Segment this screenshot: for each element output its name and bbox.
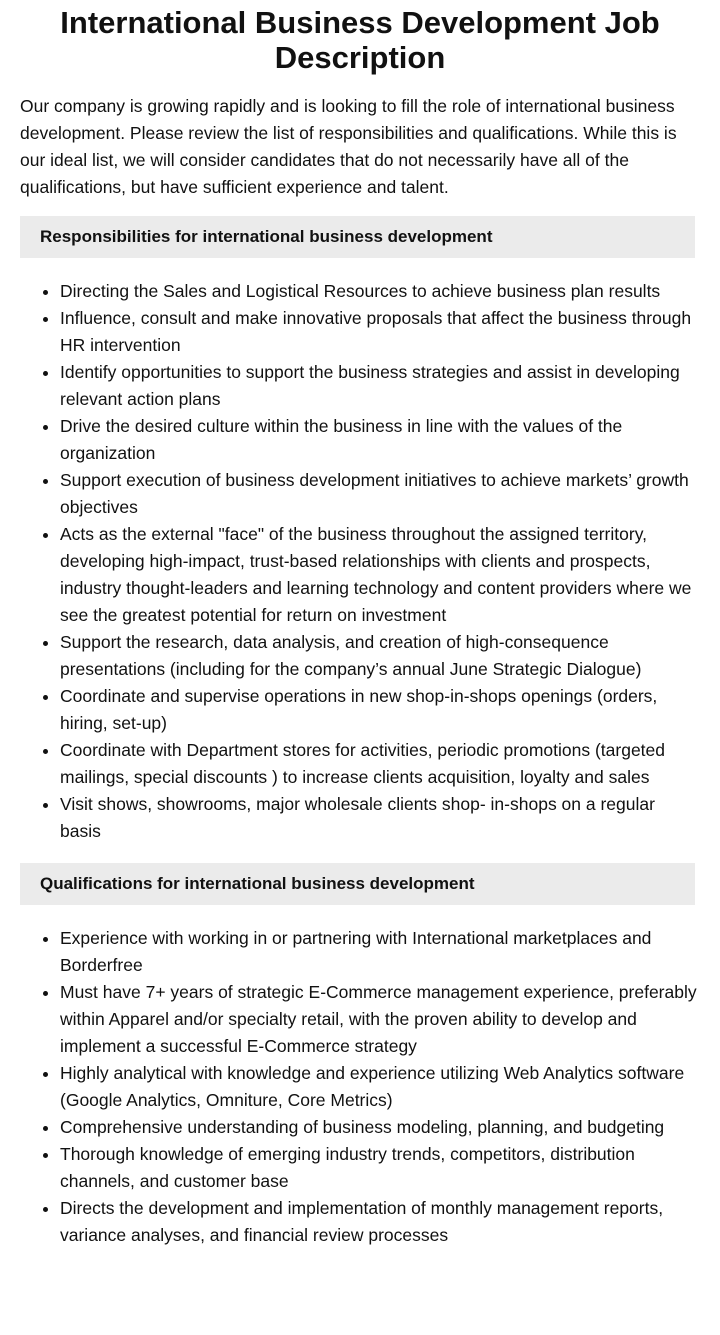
list-item: • Highly analytical with knowledge and experience utilizing Web Analytics software (Google Analytics, Omniture, Core Metrics) <box>60 1060 700 1114</box>
list-item: • Support execution of business development initiatives to achieve markets’ growth objectives <box>60 467 700 521</box>
list-item: • Coordinate with Department stores for activities, periodic promotions (targeted mailings, special discounts ) to increase clients acquisition, loyalty and sales <box>60 737 700 791</box>
list-item: • Influence, consult and make innovative proposals that affect the business through HR intervention <box>60 305 700 359</box>
list-item: • Directs the development and implementation of monthly management reports, variance analyses, and financial review processes <box>60 1195 700 1249</box>
list-item: • Visit shows, showrooms, major wholesale clients shop- in-shops on a regular basis <box>60 791 700 845</box>
list-item: • Thorough knowledge of emerging industry trends, competitors, distribution channels, and customer base <box>60 1141 700 1195</box>
list-item: • Acts as the external "face" of the business throughout the assigned territory, developing high-impact, trust-based relationships with clients and prospects, industry thought-leaders and learning technology and content providers where we see the greatest potential for return on investment <box>60 521 700 629</box>
qualifications-list <box>0 925 700 1249</box>
list-item: • Identify opportunities to support the business strategies and assist in developing relevant action plans <box>60 359 700 413</box>
qualifications-heading: Qualifications for international business development <box>20 863 695 905</box>
list-item: • Must have 7+ years of strategic E-Commerce management experience, preferably within Apparel and/or specialty retail, with the proven ability to develop and implement a successful E-Commerce strategy <box>60 979 700 1060</box>
list-item: • Experience with working in or partnering with International marketplaces and Borderfree <box>60 925 700 979</box>
list-item: • Drive the desired culture within the business in line with the values of the organization <box>60 413 700 467</box>
list-item: • Comprehensive understanding of business modeling, planning, and budgeting <box>60 1114 700 1141</box>
responsibilities-list <box>0 278 700 845</box>
list-item: • Support the research, data analysis, and creation of high-consequence presentations (including for the company’s annual June Strategic Dialogue) <box>60 629 700 683</box>
responsibilities-heading: Responsibilities for international business development <box>20 216 695 258</box>
list-item: • Coordinate and supervise operations in new shop-in-shops openings (orders, hiring, set-up) <box>60 683 700 737</box>
intro-paragraph: Our company is growing rapidly and is looking to fill the role of international business development. Please review the list of responsibilities and qualifications. While this is our ideal list, we will consider candidates that do not necessarily have all of the qualifications, but have sufficient experience and talent. <box>20 96 677 197</box>
list-item: • Directing the Sales and Logistical Resources to achieve business plan results <box>60 278 700 305</box>
page-title: International Business Development Job Description <box>60 5 660 75</box>
